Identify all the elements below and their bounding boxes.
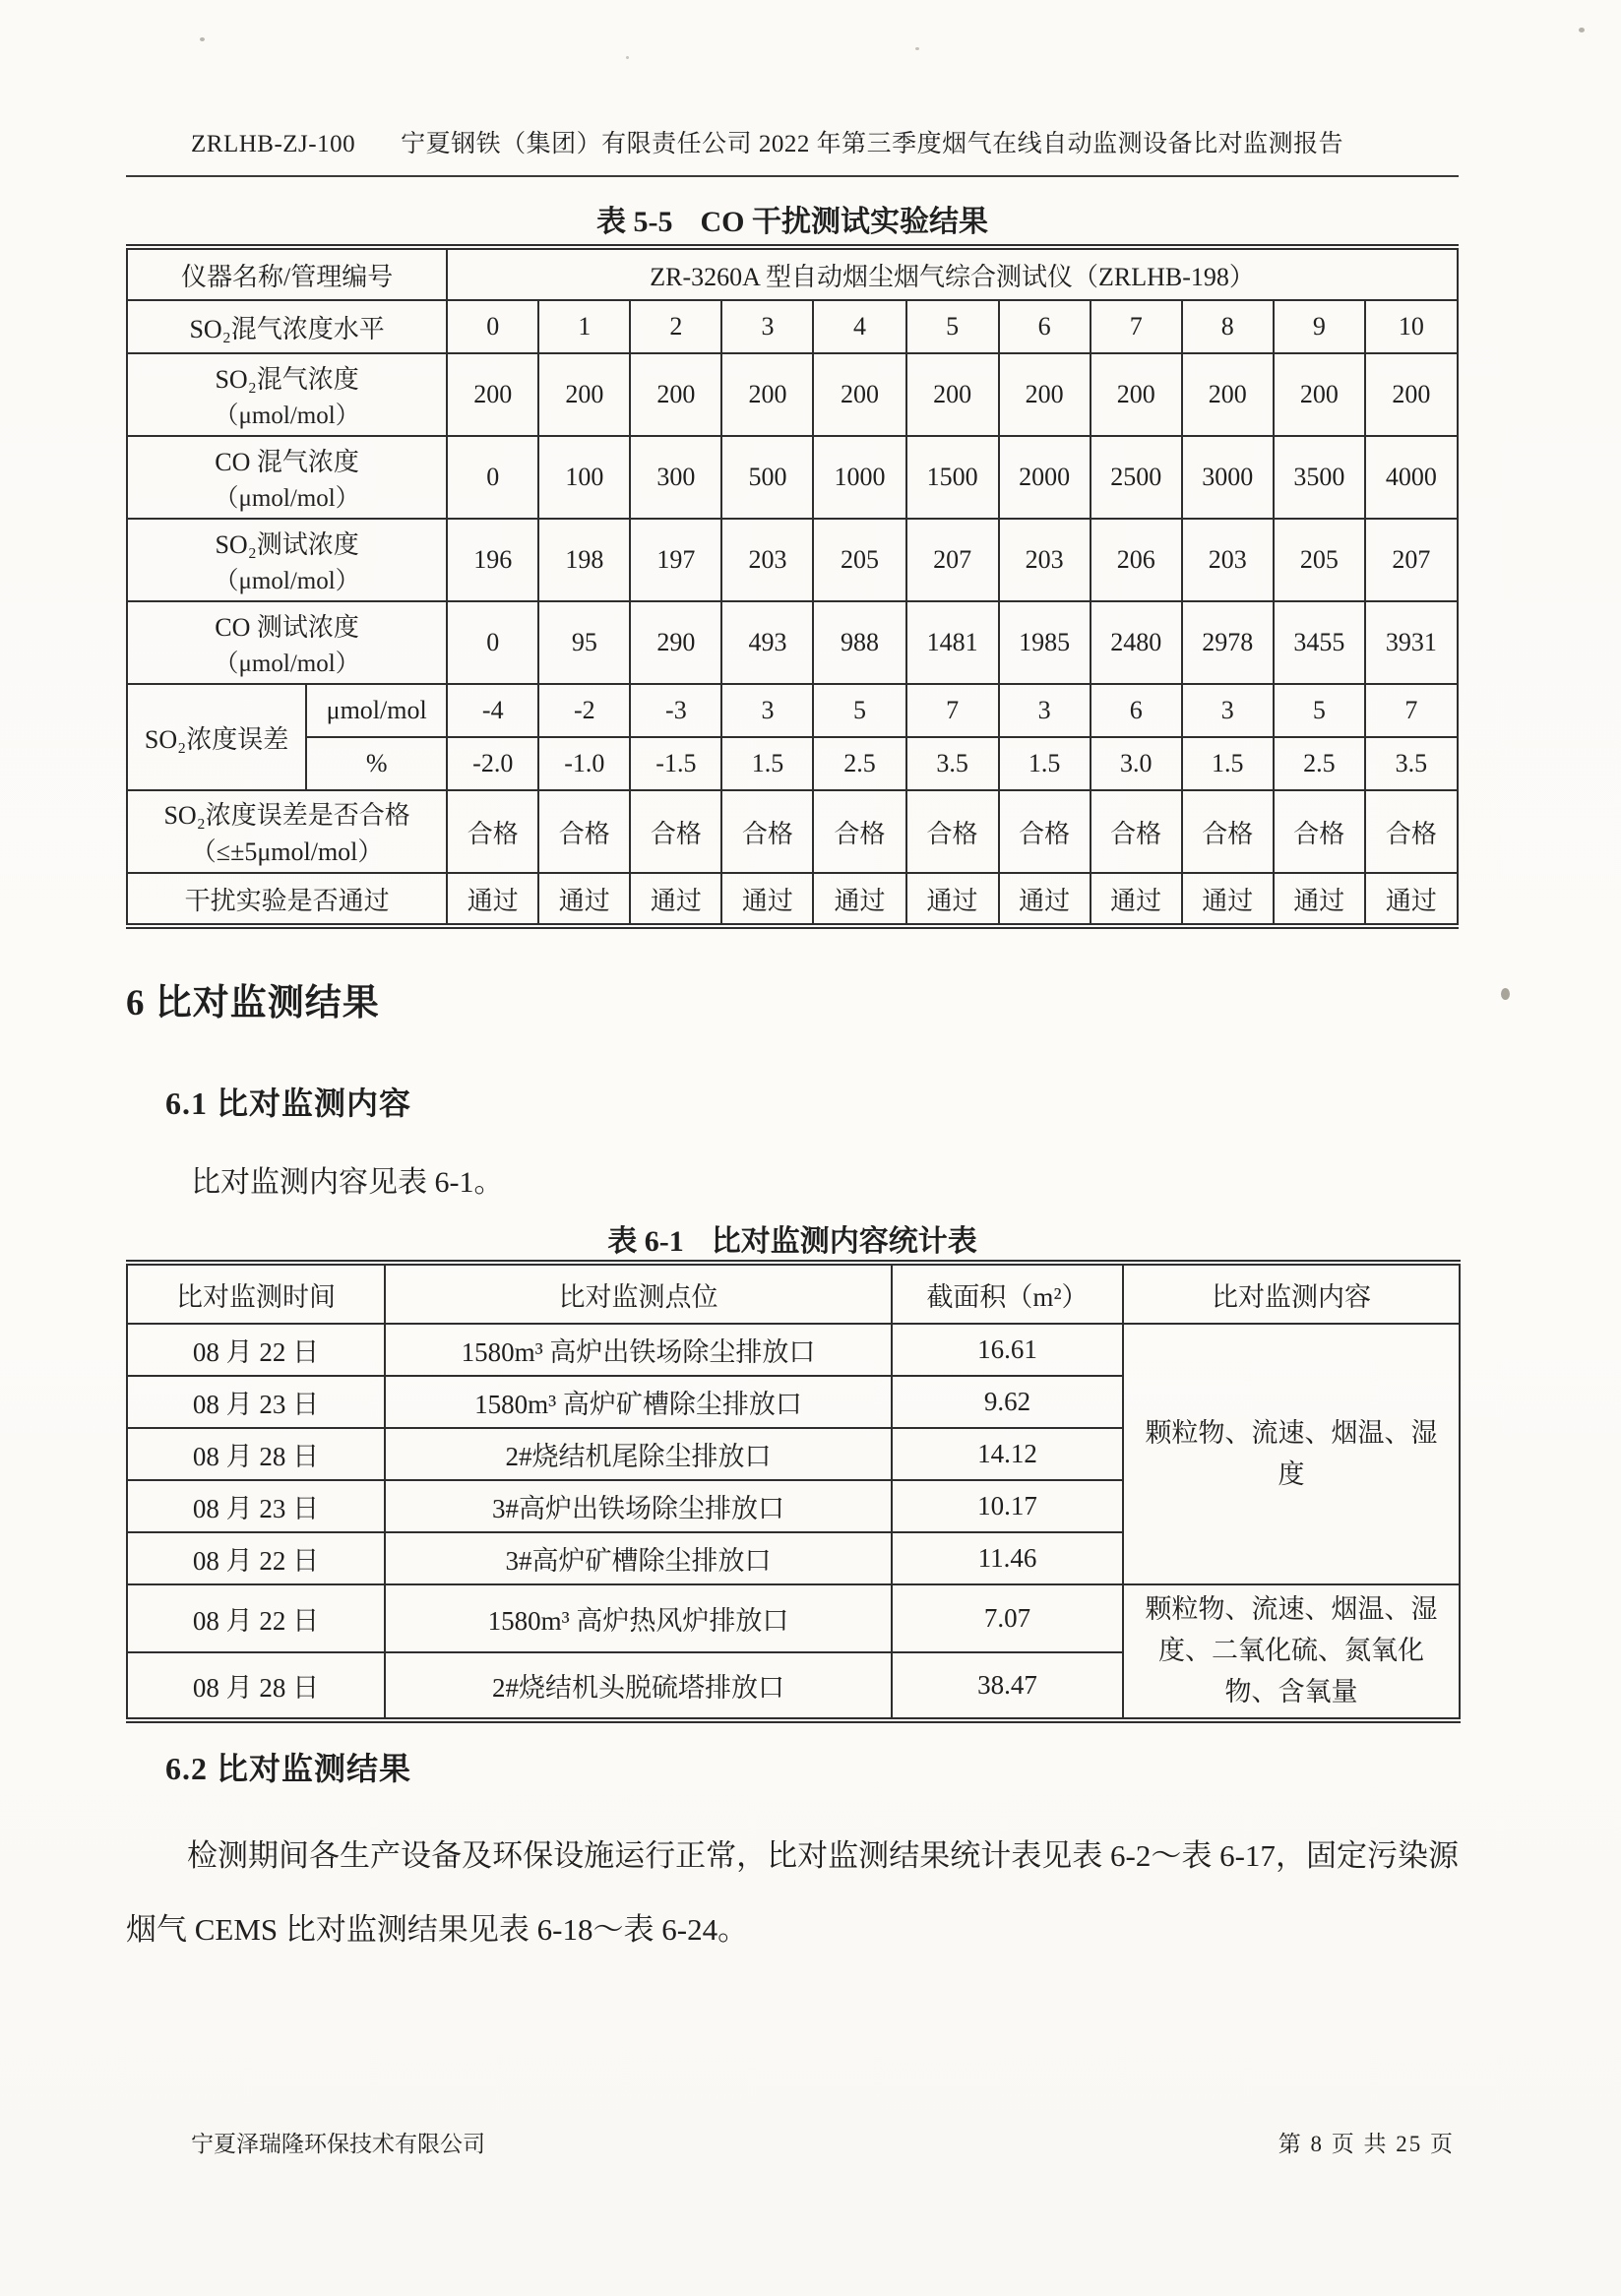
- value-cell: 3931: [1365, 601, 1458, 684]
- row-label-text: SO₂测试浓度: [215, 529, 359, 559]
- result-cell: 合格: [906, 790, 999, 873]
- result-cell: 通过: [906, 873, 999, 926]
- row-label: [127, 353, 447, 436]
- area-cell: 9.62: [892, 1376, 1123, 1428]
- value-cell: 2000: [999, 436, 1091, 519]
- row-label-text: CO 测试浓度: [215, 612, 359, 642]
- value-cell: 196: [447, 519, 538, 601]
- column-header: 截面积（m²）: [892, 1263, 1123, 1324]
- result-cell: 通过: [721, 873, 813, 926]
- monitoring-content-cell: 颗粒物、流速、烟温、湿度、二氧化硫、氮氧化物、含氧量: [1123, 1584, 1460, 1720]
- value-cell: 3000: [1182, 436, 1274, 519]
- document-code: ZRLHB-ZJ-100: [191, 131, 356, 157]
- area-cell: 14.12: [892, 1428, 1123, 1480]
- section-6-1-paragraph: 比对监测内容见表 6-1。: [191, 1166, 504, 1199]
- value-cell: 0: [447, 436, 538, 519]
- value-cell: 200: [1274, 353, 1365, 436]
- result-cell: 合格: [1274, 790, 1365, 873]
- value-cell: -2: [538, 684, 630, 737]
- table-5-5-caption-number: 表 5-5: [596, 206, 673, 238]
- table-row: [127, 601, 1458, 684]
- value-cell: 7: [1365, 684, 1458, 737]
- result-cell: 合格: [813, 790, 905, 873]
- area-cell: 16.61: [892, 1324, 1123, 1376]
- area-cell: 38.47: [892, 1652, 1123, 1720]
- value-cell: 2978: [1182, 601, 1274, 684]
- table-header-row: [127, 1263, 1460, 1324]
- value-cell: 200: [1182, 353, 1274, 436]
- value-cell: 988: [813, 601, 905, 684]
- table-row: [127, 1584, 1460, 1652]
- value-cell: 203: [721, 519, 813, 601]
- value-cell: 493: [721, 601, 813, 684]
- level-cell: 5: [906, 300, 999, 353]
- footer-company-name: 宁夏泽瑞隆环保技术有限公司: [191, 2132, 485, 2156]
- result-cell: 合格: [447, 790, 538, 873]
- level-cell: 10: [1365, 300, 1458, 353]
- row-label: SO₂混气浓度水平: [127, 300, 447, 353]
- table-row: [127, 436, 1458, 519]
- result-cell: 通过: [538, 873, 630, 926]
- value-cell: 1985: [999, 601, 1091, 684]
- value-cell: 200: [447, 353, 538, 436]
- monitoring-content-table: [126, 1260, 1461, 1723]
- value-cell: 3500: [1274, 436, 1365, 519]
- date-cell: 08 月 28 日: [127, 1428, 385, 1480]
- value-cell: 200: [721, 353, 813, 436]
- value-cell: 1500: [906, 436, 999, 519]
- value-cell: 5: [1274, 684, 1365, 737]
- row-label: 仪器名称/管理编号: [127, 247, 447, 300]
- row-label: [127, 519, 447, 601]
- value-cell: 3.5: [906, 737, 999, 790]
- level-cell: 2: [630, 300, 721, 353]
- value-cell: 198: [538, 519, 630, 601]
- result-cell: 通过: [1274, 873, 1365, 926]
- value-cell: 2.5: [813, 737, 905, 790]
- value-cell: 7: [906, 684, 999, 737]
- level-cell: 6: [999, 300, 1091, 353]
- result-cell: 通过: [1091, 873, 1182, 926]
- site-cell: 3#高炉出铁场除尘排放口: [385, 1480, 892, 1532]
- value-cell: 6: [1091, 684, 1182, 737]
- level-cell: 4: [813, 300, 905, 353]
- date-cell: 08 月 22 日: [127, 1324, 385, 1376]
- value-cell: 5: [813, 684, 905, 737]
- table-row: [127, 300, 1458, 353]
- row-label: SO₂浓度误差: [127, 684, 306, 790]
- table-5-5-container: [126, 244, 1459, 929]
- result-cell: 合格: [630, 790, 721, 873]
- value-cell: 290: [630, 601, 721, 684]
- value-cell: 197: [630, 519, 721, 601]
- result-cell: 合格: [1182, 790, 1274, 873]
- table-row: [127, 790, 1458, 873]
- result-cell: 通过: [630, 873, 721, 926]
- result-cell: 通过: [1365, 873, 1458, 926]
- row-label: [127, 601, 447, 684]
- section-6-heading: 6 比对监测结果: [126, 983, 380, 1024]
- value-cell: 203: [1182, 519, 1274, 601]
- scan-speck: [200, 37, 205, 41]
- value-cell: 2480: [1091, 601, 1182, 684]
- table-row: [127, 519, 1458, 601]
- site-cell: 1580m³ 高炉出铁场除尘排放口: [385, 1324, 892, 1376]
- value-cell: 1.5: [1182, 737, 1274, 790]
- monitoring-content-cell: 颗粒物、流速、烟温、湿度: [1123, 1324, 1460, 1584]
- table-row: [127, 873, 1458, 926]
- co-interference-test-table: [126, 244, 1459, 929]
- row-label-text: SO₂混气浓度: [215, 364, 359, 394]
- value-cell: 200: [630, 353, 721, 436]
- result-cell: 合格: [538, 790, 630, 873]
- row-label-unit: （μmol/mol）: [214, 567, 360, 594]
- scan-speck: [1501, 988, 1510, 1000]
- result-cell: 通过: [447, 873, 538, 926]
- value-cell: 203: [999, 519, 1091, 601]
- value-cell: 3: [721, 684, 813, 737]
- value-cell: 95: [538, 601, 630, 684]
- level-cell: 0: [447, 300, 538, 353]
- table-6-1-caption: [126, 1216, 1459, 1260]
- value-cell: 2.5: [1274, 737, 1365, 790]
- row-label: [127, 436, 447, 519]
- value-cell: 3455: [1274, 601, 1365, 684]
- value-cell: 200: [906, 353, 999, 436]
- value-cell: -2.0: [447, 737, 538, 790]
- table-5-5-caption-title: CO 干扰测试实验结果: [700, 206, 988, 238]
- value-cell: 205: [1274, 519, 1365, 601]
- value-cell: 3: [999, 684, 1091, 737]
- level-cell: 8: [1182, 300, 1274, 353]
- result-cell: 合格: [721, 790, 813, 873]
- row-label-unit: （μmol/mol）: [214, 402, 360, 429]
- column-header: 比对监测点位: [385, 1263, 892, 1324]
- scan-speck: [1579, 28, 1585, 32]
- row-label: SO₂浓度误差是否合格（≤±5μmol/mol）: [127, 790, 447, 873]
- date-cell: 08 月 22 日: [127, 1532, 385, 1584]
- value-cell: 3.0: [1091, 737, 1182, 790]
- table-row: [127, 353, 1458, 436]
- level-cell: 3: [721, 300, 813, 353]
- column-header: 比对监测内容: [1123, 1263, 1460, 1324]
- unit-cell: %: [306, 737, 447, 790]
- date-cell: 08 月 23 日: [127, 1480, 385, 1532]
- page-header: [126, 124, 1459, 177]
- section-6-2-paragraph: 检测期间各生产设备及环保设施运行正常，比对监测结果统计表见表 6-2～表 6-17，固定污染源烟气 CEMS 比对监测结果见表 6-18～表 6-24。: [126, 1838, 1459, 1948]
- value-cell: 200: [1091, 353, 1182, 436]
- table-row: [127, 737, 1458, 790]
- document-title: 宁夏钢铁（集团）有限责任公司 2022 年第三季度烟气在线自动监测设备比对监测报告: [401, 131, 1344, 157]
- column-header: 比对监测时间: [127, 1263, 385, 1324]
- site-cell: 1580m³ 高炉矿槽除尘排放口: [385, 1376, 892, 1428]
- date-cell: 08 月 22 日: [127, 1584, 385, 1652]
- value-cell: 500: [721, 436, 813, 519]
- table-6-1-caption-title: 比对监测内容统计表: [711, 1225, 977, 1258]
- result-cell: 通过: [999, 873, 1091, 926]
- level-cell: 1: [538, 300, 630, 353]
- value-cell: 206: [1091, 519, 1182, 601]
- value-cell: -4: [447, 684, 538, 737]
- value-cell: 1481: [906, 601, 999, 684]
- value-cell: 1000: [813, 436, 905, 519]
- row-label-unit: （μmol/mol）: [214, 484, 360, 512]
- area-cell: 7.07: [892, 1584, 1123, 1652]
- date-cell: 08 月 23 日: [127, 1376, 385, 1428]
- area-cell: 10.17: [892, 1480, 1123, 1532]
- row-label-text: CO 混气浓度: [215, 447, 359, 476]
- table-row: [127, 247, 1458, 300]
- value-cell: 100: [538, 436, 630, 519]
- scan-speck: [915, 47, 919, 50]
- value-cell: 1.5: [721, 737, 813, 790]
- value-cell: 200: [538, 353, 630, 436]
- value-cell: 0: [447, 601, 538, 684]
- result-cell: 合格: [999, 790, 1091, 873]
- area-cell: 11.46: [892, 1532, 1123, 1584]
- value-cell: 2500: [1091, 436, 1182, 519]
- site-cell: 2#烧结机头脱硫塔排放口: [385, 1652, 892, 1720]
- result-cell: 合格: [1365, 790, 1458, 873]
- value-cell: 3: [1182, 684, 1274, 737]
- level-cell: 9: [1274, 300, 1365, 353]
- value-cell: 200: [813, 353, 905, 436]
- value-cell: 300: [630, 436, 721, 519]
- table-6-1-container: [126, 1260, 1459, 1723]
- value-cell: -3: [630, 684, 721, 737]
- table-row: [127, 684, 1458, 737]
- value-cell: 207: [906, 519, 999, 601]
- section-6-1-heading: 6.1 比对监测内容: [165, 1086, 412, 1121]
- value-cell: 3.5: [1365, 737, 1458, 790]
- row-label: 干扰实验是否通过: [127, 873, 447, 926]
- result-cell: 通过: [1182, 873, 1274, 926]
- table-row: [127, 1324, 1460, 1376]
- site-cell: 2#烧结机尾除尘排放口: [385, 1428, 892, 1480]
- table-6-1-caption-number: 表 6-1: [607, 1225, 684, 1258]
- site-cell: 1580m³ 高炉热风炉排放口: [385, 1584, 892, 1652]
- site-cell: 3#高炉矿槽除尘排放口: [385, 1532, 892, 1584]
- result-cell: 通过: [813, 873, 905, 926]
- section-6-2-heading: 6.2 比对监测结果: [165, 1751, 412, 1786]
- row-label-unit: （μmol/mol）: [214, 650, 360, 677]
- result-cell: 合格: [1091, 790, 1182, 873]
- level-cell: 7: [1091, 300, 1182, 353]
- value-cell: -1.5: [630, 737, 721, 790]
- value-cell: 205: [813, 519, 905, 601]
- scan-speck: [626, 56, 629, 59]
- table-5-5-caption: [126, 197, 1459, 240]
- instrument-name-cell: ZR-3260A 型自动烟尘烟气综合测试仪（ZRLHB-198）: [447, 247, 1458, 300]
- value-cell: 1.5: [999, 737, 1091, 790]
- unit-cell: μmol/mol: [306, 684, 447, 737]
- value-cell: -1.0: [538, 737, 630, 790]
- value-cell: 200: [1365, 353, 1458, 436]
- value-cell: 4000: [1365, 436, 1458, 519]
- value-cell: 200: [999, 353, 1091, 436]
- value-cell: 207: [1365, 519, 1458, 601]
- date-cell: 08 月 28 日: [127, 1652, 385, 1720]
- footer-page-number: 第 8 页 共 25 页: [1278, 2132, 1455, 2156]
